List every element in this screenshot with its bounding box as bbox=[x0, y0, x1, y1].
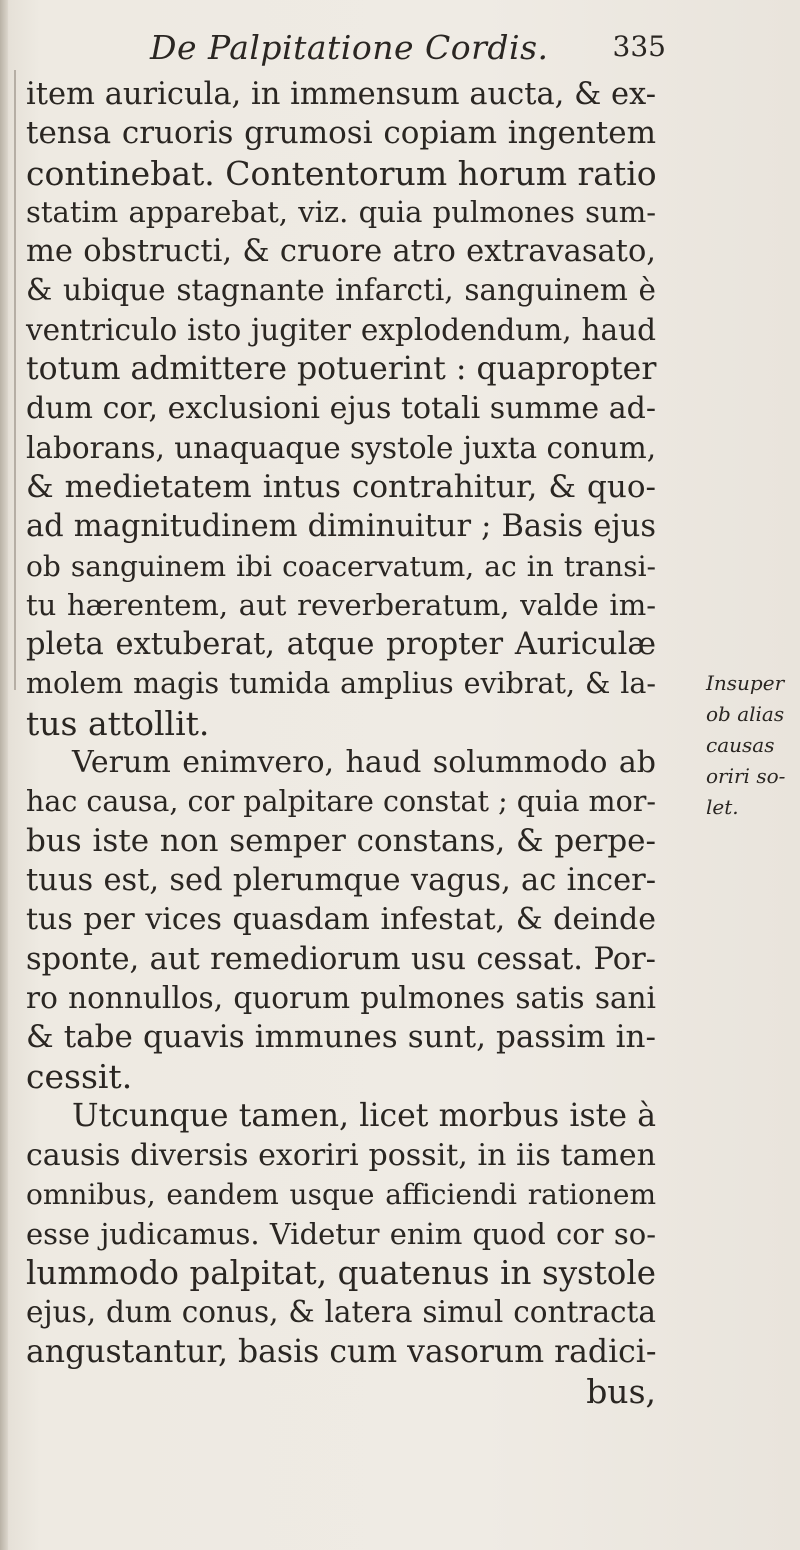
marginal-note-line: oriri so- bbox=[706, 764, 786, 788]
text-line: statim apparebat, viz. quia pulmones sum- bbox=[26, 194, 656, 229]
text-line: tuus est, sed plerumque vagus, ac incer- bbox=[26, 862, 656, 898]
page-number: 335 bbox=[612, 30, 666, 63]
text-line: & medietatem intus contrahitur, & quo- bbox=[26, 468, 656, 505]
text-line: Verum enimvero, haud solummodo ab bbox=[72, 745, 656, 781]
running-title: De Palpitatione Cordis. bbox=[150, 28, 549, 67]
text-line: ad magnitudinem diminuitur ; Basis ejus bbox=[26, 509, 656, 545]
body-text bbox=[26, 75, 656, 1411]
text-line: hac causa, cor palpitare constat ; quia mor- bbox=[26, 785, 656, 819]
text-line: causis diversis exoriri possit, in iis tamen bbox=[26, 1138, 656, 1174]
text-line: laborans, unaquaque systole juxta conum, bbox=[26, 430, 657, 465]
marginal-note bbox=[706, 668, 796, 823]
text-line: tensa cruoris grumosi copiam ingentem bbox=[26, 115, 656, 152]
text-line: tu hærentem, aut reverberatum, valde im- bbox=[26, 587, 656, 622]
page-header bbox=[120, 28, 666, 68]
text-line: bus iste non semper constans, & perpe- bbox=[26, 822, 656, 859]
marginal-note-line: causas bbox=[706, 733, 775, 757]
text-line: cessit. bbox=[26, 1057, 133, 1097]
marginal-note-line: ob alias bbox=[706, 702, 785, 726]
catchword: bus, bbox=[586, 1371, 656, 1411]
text-line: esse judicamus. Videtur enim quod cor so- bbox=[26, 1216, 656, 1251]
text-line: pleta extuberat, atque propter Auriculæ bbox=[26, 627, 656, 663]
binding-edge bbox=[0, 0, 8, 1550]
text-line: item auricula, in immensum aucta, & ex- bbox=[26, 77, 656, 112]
text-line: ventriculo isto jugiter explodendum, haud bbox=[26, 312, 656, 347]
text-line: molem magis tumida amplius evibrat, & la- bbox=[26, 667, 656, 701]
text-line: sponte, aut remediorum usu cessat. Por- bbox=[26, 941, 656, 977]
text-line: & tabe quavis immunes sunt, passim in- bbox=[26, 1019, 656, 1056]
text-line: continebat. Contentorum horum ratio bbox=[26, 153, 657, 193]
text-line: & ubique stagnante infarcti, sanguinem è bbox=[26, 273, 656, 308]
text-line: lummodo palpitat, quatenus in systole bbox=[26, 1253, 656, 1292]
text-line: Utcunque tamen, licet morbus iste à bbox=[72, 1097, 656, 1134]
text-line: omnibus, eandem usque afficiendi rationem bbox=[26, 1178, 656, 1212]
text-line: angustantur, basis cum vasorum radici- bbox=[26, 1333, 657, 1370]
marginal-note-line: let. bbox=[706, 795, 739, 819]
text-line: ro nonnullos, quorum pulmones satis sani bbox=[26, 980, 656, 1015]
text-line: dum cor, exclusioni ejus totali summe ad- bbox=[26, 391, 656, 427]
text-line: tus per vices quasdam infestat, & deinde bbox=[26, 902, 656, 938]
text-line: ejus, dum conus, & latera simul contracta bbox=[26, 1295, 656, 1330]
text-line: ob sanguinem ibi coacervatum, ac in transi- bbox=[26, 549, 656, 583]
margin-rule bbox=[14, 70, 16, 690]
marginal-note-line: Insuper bbox=[706, 671, 785, 695]
text-line: me obstructi, & cruore atro extravasato, bbox=[26, 234, 656, 270]
text-line: tus attollit. bbox=[26, 703, 210, 743]
text-line: totum admittere potuerint : quapropter bbox=[26, 351, 657, 388]
